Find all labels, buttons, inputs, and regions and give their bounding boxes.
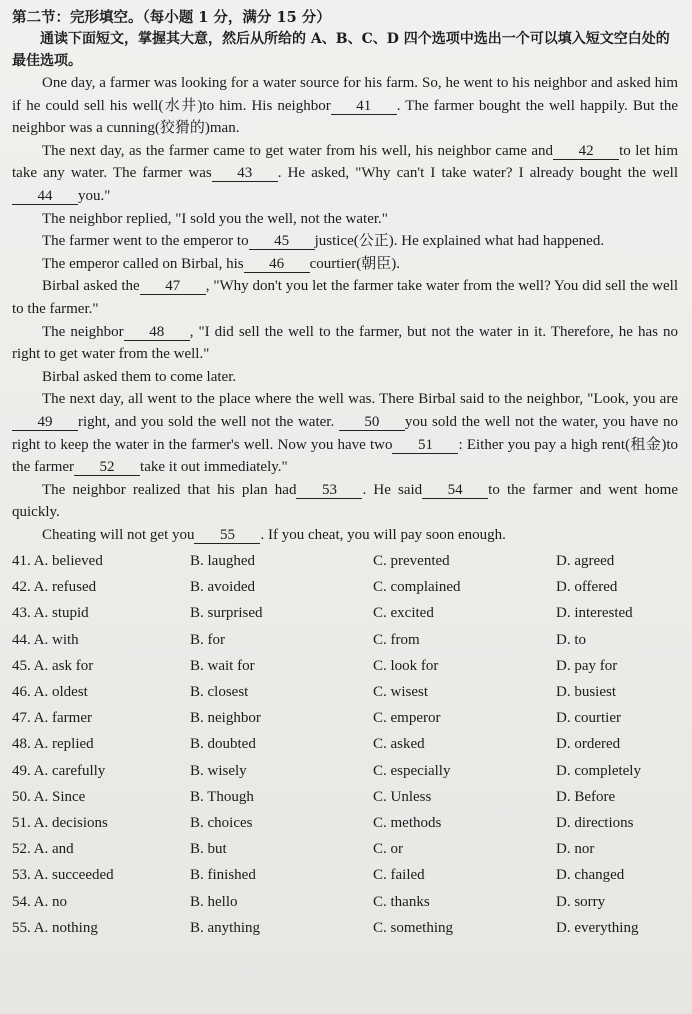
text: One day, a farmer was looking for a water source for his farm. So, he went to his neighbor and asked him if he could sell his well(水井)to him. His neighbor	[12, 75, 678, 114]
option-row-52	[12, 837, 678, 863]
blank-43: 43	[212, 165, 278, 182]
text: , "Why don't you let the farmer take water from the well? You did sell the well to the farmer."	[12, 278, 678, 317]
option-b: B. anything	[190, 919, 260, 936]
option-d: D. pay for	[556, 657, 618, 674]
paragraph-7	[12, 321, 678, 366]
text: The emperor called on Birbal, his	[42, 255, 244, 272]
option-row-50	[12, 784, 678, 810]
paragraph-1	[12, 72, 678, 140]
blank-45: 45	[249, 233, 315, 250]
option-c: C. from	[373, 631, 420, 648]
option-row-46	[12, 679, 678, 705]
option-b: B. surprised	[190, 605, 263, 622]
option-a: 48. A. replied	[12, 736, 94, 753]
option-a: 47. A. farmer	[12, 710, 92, 727]
blank-51: 51	[392, 437, 458, 454]
option-row-47	[12, 706, 678, 732]
paragraph-6	[12, 275, 678, 320]
option-c: C. excited	[373, 605, 434, 622]
option-c: C. look for	[373, 657, 439, 674]
blank-53: 53	[296, 482, 362, 499]
option-d: D. offered	[556, 579, 618, 596]
text: . The farmer bought the well happily. But the neighbor was a cunning(狡猾的)man.	[12, 97, 678, 137]
option-a: 45. A. ask for	[12, 657, 94, 674]
option-row-43	[12, 601, 678, 627]
option-c: C. asked	[373, 736, 425, 753]
paragraph-9	[12, 388, 678, 478]
option-b: B. hello	[190, 893, 238, 910]
instructions: 通读下面短文，掌握其大意，然后从所给的 A、B、C、D 四个选项中选出一个可以填入短文空白处的最佳选项。	[12, 31, 670, 69]
option-row-53	[12, 863, 678, 889]
option-a: 54. A. no	[12, 893, 68, 910]
text: : Either you pay a high rent(租金)to the farmer	[12, 436, 678, 476]
blank-48: 48	[124, 324, 190, 341]
option-d: D. agreed	[556, 553, 615, 570]
blank-46: 46	[244, 256, 310, 273]
option-c: C. methods	[373, 814, 442, 831]
option-row-44	[12, 627, 678, 653]
option-d: D. busiest	[556, 684, 616, 700]
paragraph-3	[12, 208, 678, 231]
option-c: C. failed	[373, 867, 425, 884]
option-a: 51. A. decisions	[12, 814, 108, 831]
option-c: C. complained	[373, 579, 461, 596]
text: Cheating will not get you	[42, 526, 195, 543]
blank-52: 52	[74, 459, 140, 476]
text: . He asked, "Why can't I take water? I already bought the well	[277, 165, 679, 182]
text: to the farmer and went home quickly.	[12, 481, 679, 521]
text: to let him take any water. The farmer was	[12, 142, 678, 182]
option-b: B. wait for	[190, 657, 255, 674]
option-b: B. doubted	[190, 736, 256, 753]
text: you."	[78, 187, 111, 204]
text: The next day, as the farmer came to get water from his well, his neighbor came and	[42, 142, 554, 159]
option-a: 42. A. refused	[12, 579, 97, 596]
option-a: 49. A. carefully	[12, 762, 106, 779]
option-a: 50. A. Since	[12, 788, 86, 805]
option-c: C. Unless	[373, 788, 432, 805]
text: The neighbor replied, "I sold you the well, not the water."	[42, 210, 388, 227]
option-row-54	[12, 889, 678, 915]
option-c: C. or	[373, 841, 403, 858]
paragraph-5	[12, 253, 678, 276]
option-a: 43. A. stupid	[12, 605, 89, 622]
option-d: D. courtier	[556, 710, 621, 727]
blank-41: 41	[331, 98, 397, 115]
option-d: D. ordered	[556, 736, 621, 753]
option-d: D. directions	[556, 814, 634, 831]
option-d: D. everything	[556, 919, 639, 936]
option-d: D. to	[556, 631, 586, 648]
option-d: D. Before	[556, 788, 616, 805]
option-c: C. emperor	[373, 710, 441, 727]
section-title: 第二节：完形填空。（每小题 1 分，满分 15 分）	[12, 9, 331, 26]
option-d: D. interested	[556, 605, 633, 622]
option-a: 53. A. succeeded	[12, 867, 114, 884]
text: . If you cheat, you will pay soon enough.	[260, 526, 506, 543]
option-b: B. neighbor	[190, 710, 261, 727]
option-d: D. sorry	[556, 893, 606, 910]
option-a: 52. A. and	[12, 841, 74, 858]
option-row-42	[12, 575, 678, 601]
option-d: D. nor	[556, 841, 595, 858]
text: The next day, all went to the place where the well was. There Birbal said to the neighbor, "Look, you are	[42, 391, 678, 408]
text: courtier(朝臣).	[309, 255, 400, 272]
passage	[12, 72, 678, 546]
blank-44: 44	[12, 188, 78, 205]
option-b: B. for	[190, 631, 225, 648]
option-c: C. something	[373, 919, 454, 936]
option-b: B. laughed	[190, 553, 255, 570]
option-a: 44. A. with	[12, 631, 79, 648]
answer-options	[12, 548, 678, 941]
paragraph-8	[12, 366, 678, 389]
paragraph-11	[12, 524, 678, 547]
option-b: B. avoided	[190, 579, 255, 596]
option-b: B. closest	[190, 684, 249, 700]
paragraph-10	[12, 479, 678, 524]
text: you sold the well not the water, you have no right to keep the water in the farmer's well. Now you have two	[12, 413, 678, 453]
text: The farmer went to the emperor to	[42, 233, 249, 250]
option-d: D. completely	[556, 762, 641, 779]
option-b: B. wisely	[190, 762, 247, 779]
option-b: B. but	[190, 841, 227, 858]
option-b: B. choices	[190, 814, 253, 831]
option-row-49	[12, 758, 678, 784]
option-c: C. thanks	[373, 893, 430, 910]
blank-55: 55	[194, 527, 260, 544]
option-c: C. prevented	[373, 553, 450, 570]
text: Birbal asked them to come later.	[42, 368, 237, 385]
option-row-51	[12, 810, 678, 836]
paragraph-2	[12, 140, 678, 208]
blank-50: 50	[339, 414, 405, 431]
text: . He said	[362, 481, 423, 498]
option-a: 55. A. nothing	[12, 919, 98, 936]
text: right, and you sold the well not the water.	[78, 413, 335, 430]
blank-42: 42	[553, 143, 619, 160]
blank-54: 54	[422, 482, 488, 499]
blank-49: 49	[12, 414, 78, 431]
paragraph-4	[12, 230, 678, 253]
option-c: C. wisest	[373, 684, 429, 700]
text: take it out immediately."	[140, 459, 288, 476]
option-row-48	[12, 732, 678, 758]
option-b: B. finished	[190, 867, 256, 884]
text: The neighbor realized that his plan had	[42, 481, 297, 498]
option-b: B. Though	[190, 788, 254, 805]
option-row-41	[12, 548, 678, 574]
option-a: 41. A. believed	[12, 553, 103, 570]
option-c: C. especially	[373, 762, 451, 779]
text: justice(公正). He explained what had happened.	[314, 233, 605, 250]
option-row-55	[12, 915, 678, 941]
option-a: 46. A. oldest	[12, 684, 88, 700]
option-d: D. changed	[556, 867, 625, 884]
blank-47: 47	[140, 278, 206, 295]
text: , "I did sell the well to the farmer, but not the water in it. Therefore, he has no right to get water from the well."	[12, 323, 679, 363]
text: The neighbor	[42, 323, 124, 340]
text: Birbal asked the	[42, 278, 140, 295]
option-row-45	[12, 653, 678, 679]
